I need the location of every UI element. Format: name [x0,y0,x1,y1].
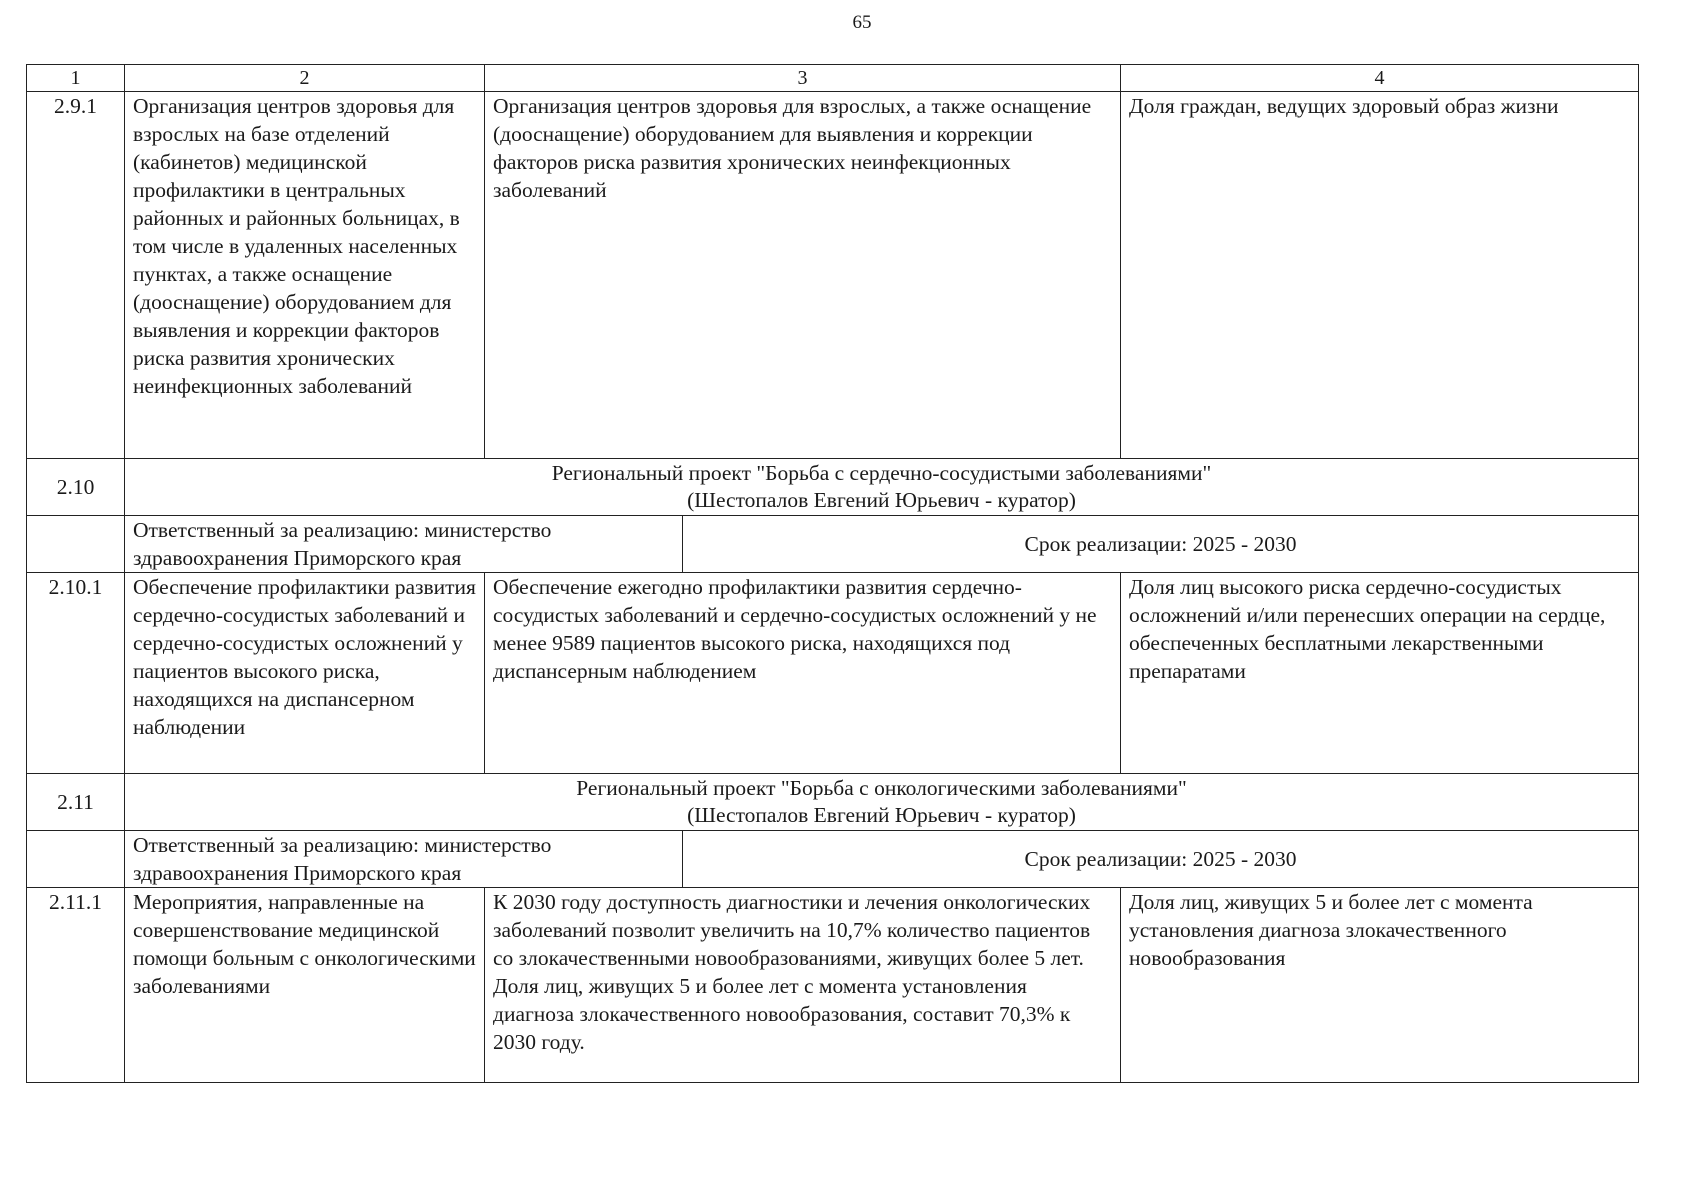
column-header: 3 [485,65,1121,92]
project-responsible-row [27,516,1639,573]
project-number: 2.10 [27,459,125,516]
project-number: 2.11 [27,774,125,831]
project-responsible: Ответственный за реализацию: министерство здравоохранения Приморского края [125,516,683,573]
column-header: 4 [1121,65,1639,92]
item-result: Обеспечение ежегодно профилактики развития сердечно-сосудистых заболеваний и сердечно-сосудистых осложнений у не менее 9589 пациентов высокого риска, находящихся под диспансерным наблюдением [485,573,1121,774]
empty-cell [27,516,125,573]
column-header: 1 [27,65,125,92]
item-indicator: Доля лиц, живущих 5 и более лет с момента установления диагноза злокачественного новообразования [1121,888,1639,1083]
item-task: Обеспечение профилактики развития сердечно-сосудистых заболеваний и сердечно-сосудистых осложнений у пациентов высокого риска, находящихся на диспансерном наблюдении [125,573,485,774]
item-result: Организация центров здоровья для взрослых, а также оснащение (дооснащение) оборудованием для выявления и коррекции факторов риска развития хронических неинфекционных заболеваний [485,92,1121,459]
project-row [27,774,1639,831]
table-row [27,92,1639,459]
table-row [27,888,1639,1083]
project-title: Региональный проект "Борьба с сердечно-сосудистыми заболеваниями" [551,461,1212,485]
page-number: 65 [852,12,872,33]
item-indicator: Доля лиц высокого риска сердечно-сосудистых осложнений и/или перенесших операции на сердце, обеспеченных бесплатными лекарственными препаратами [1121,573,1639,774]
item-indicator: Доля граждан, ведущих здоровый образ жизни [1121,92,1639,459]
project-row [27,459,1639,516]
item-number: 2.11.1 [27,888,125,1083]
project-deadline: Срок реализации: 2025 - 2030 [683,831,1639,888]
project-curator: (Шестопалов Евгений Юрьевич - куратор) [687,803,1076,827]
column-header: 2 [125,65,485,92]
project-heading [125,459,1639,516]
project-responsible-row [27,831,1639,888]
empty-cell [27,831,125,888]
item-number: 2.10.1 [27,573,125,774]
item-task: Мероприятия, направленные на совершенствование медицинской помощи больным с онкологическими заболеваниями [125,888,485,1083]
table-row [27,573,1639,774]
item-task: Организация центров здоровья для взрослых на базе отделений (кабинетов) медицинской профилактики в центральных районных и районных больницах, в том числе в удаленных населенных пунктах, а также оснащение (дооснащение) оборудованием для выявления и коррекции факторов риска развития хронических неинфекционных заболеваний [125,92,485,459]
item-number: 2.9.1 [27,92,125,459]
project-deadline: Срок реализации: 2025 - 2030 [683,516,1639,573]
project-responsible: Ответственный за реализацию: министерство здравоохранения Приморского края [125,831,683,888]
project-curator: (Шестопалов Евгений Юрьевич - куратор) [687,488,1076,512]
project-heading [125,774,1639,831]
table-header-row [27,65,1639,92]
project-title: Региональный проект "Борьба с онкологическими заболеваниями" [576,776,1187,800]
item-result: К 2030 году доступность диагностики и лечения онкологических заболеваний позволит увеличить на 10,7% количество пациентов со злокачественными новообразованиями, живущих более 5 лет. Доля лиц, живущих 5 и более лет с момента установления диагноза злокачественного новообразования, составит 70,3% к 2030 году. [485,888,1121,1083]
project-table [26,64,1639,1083]
